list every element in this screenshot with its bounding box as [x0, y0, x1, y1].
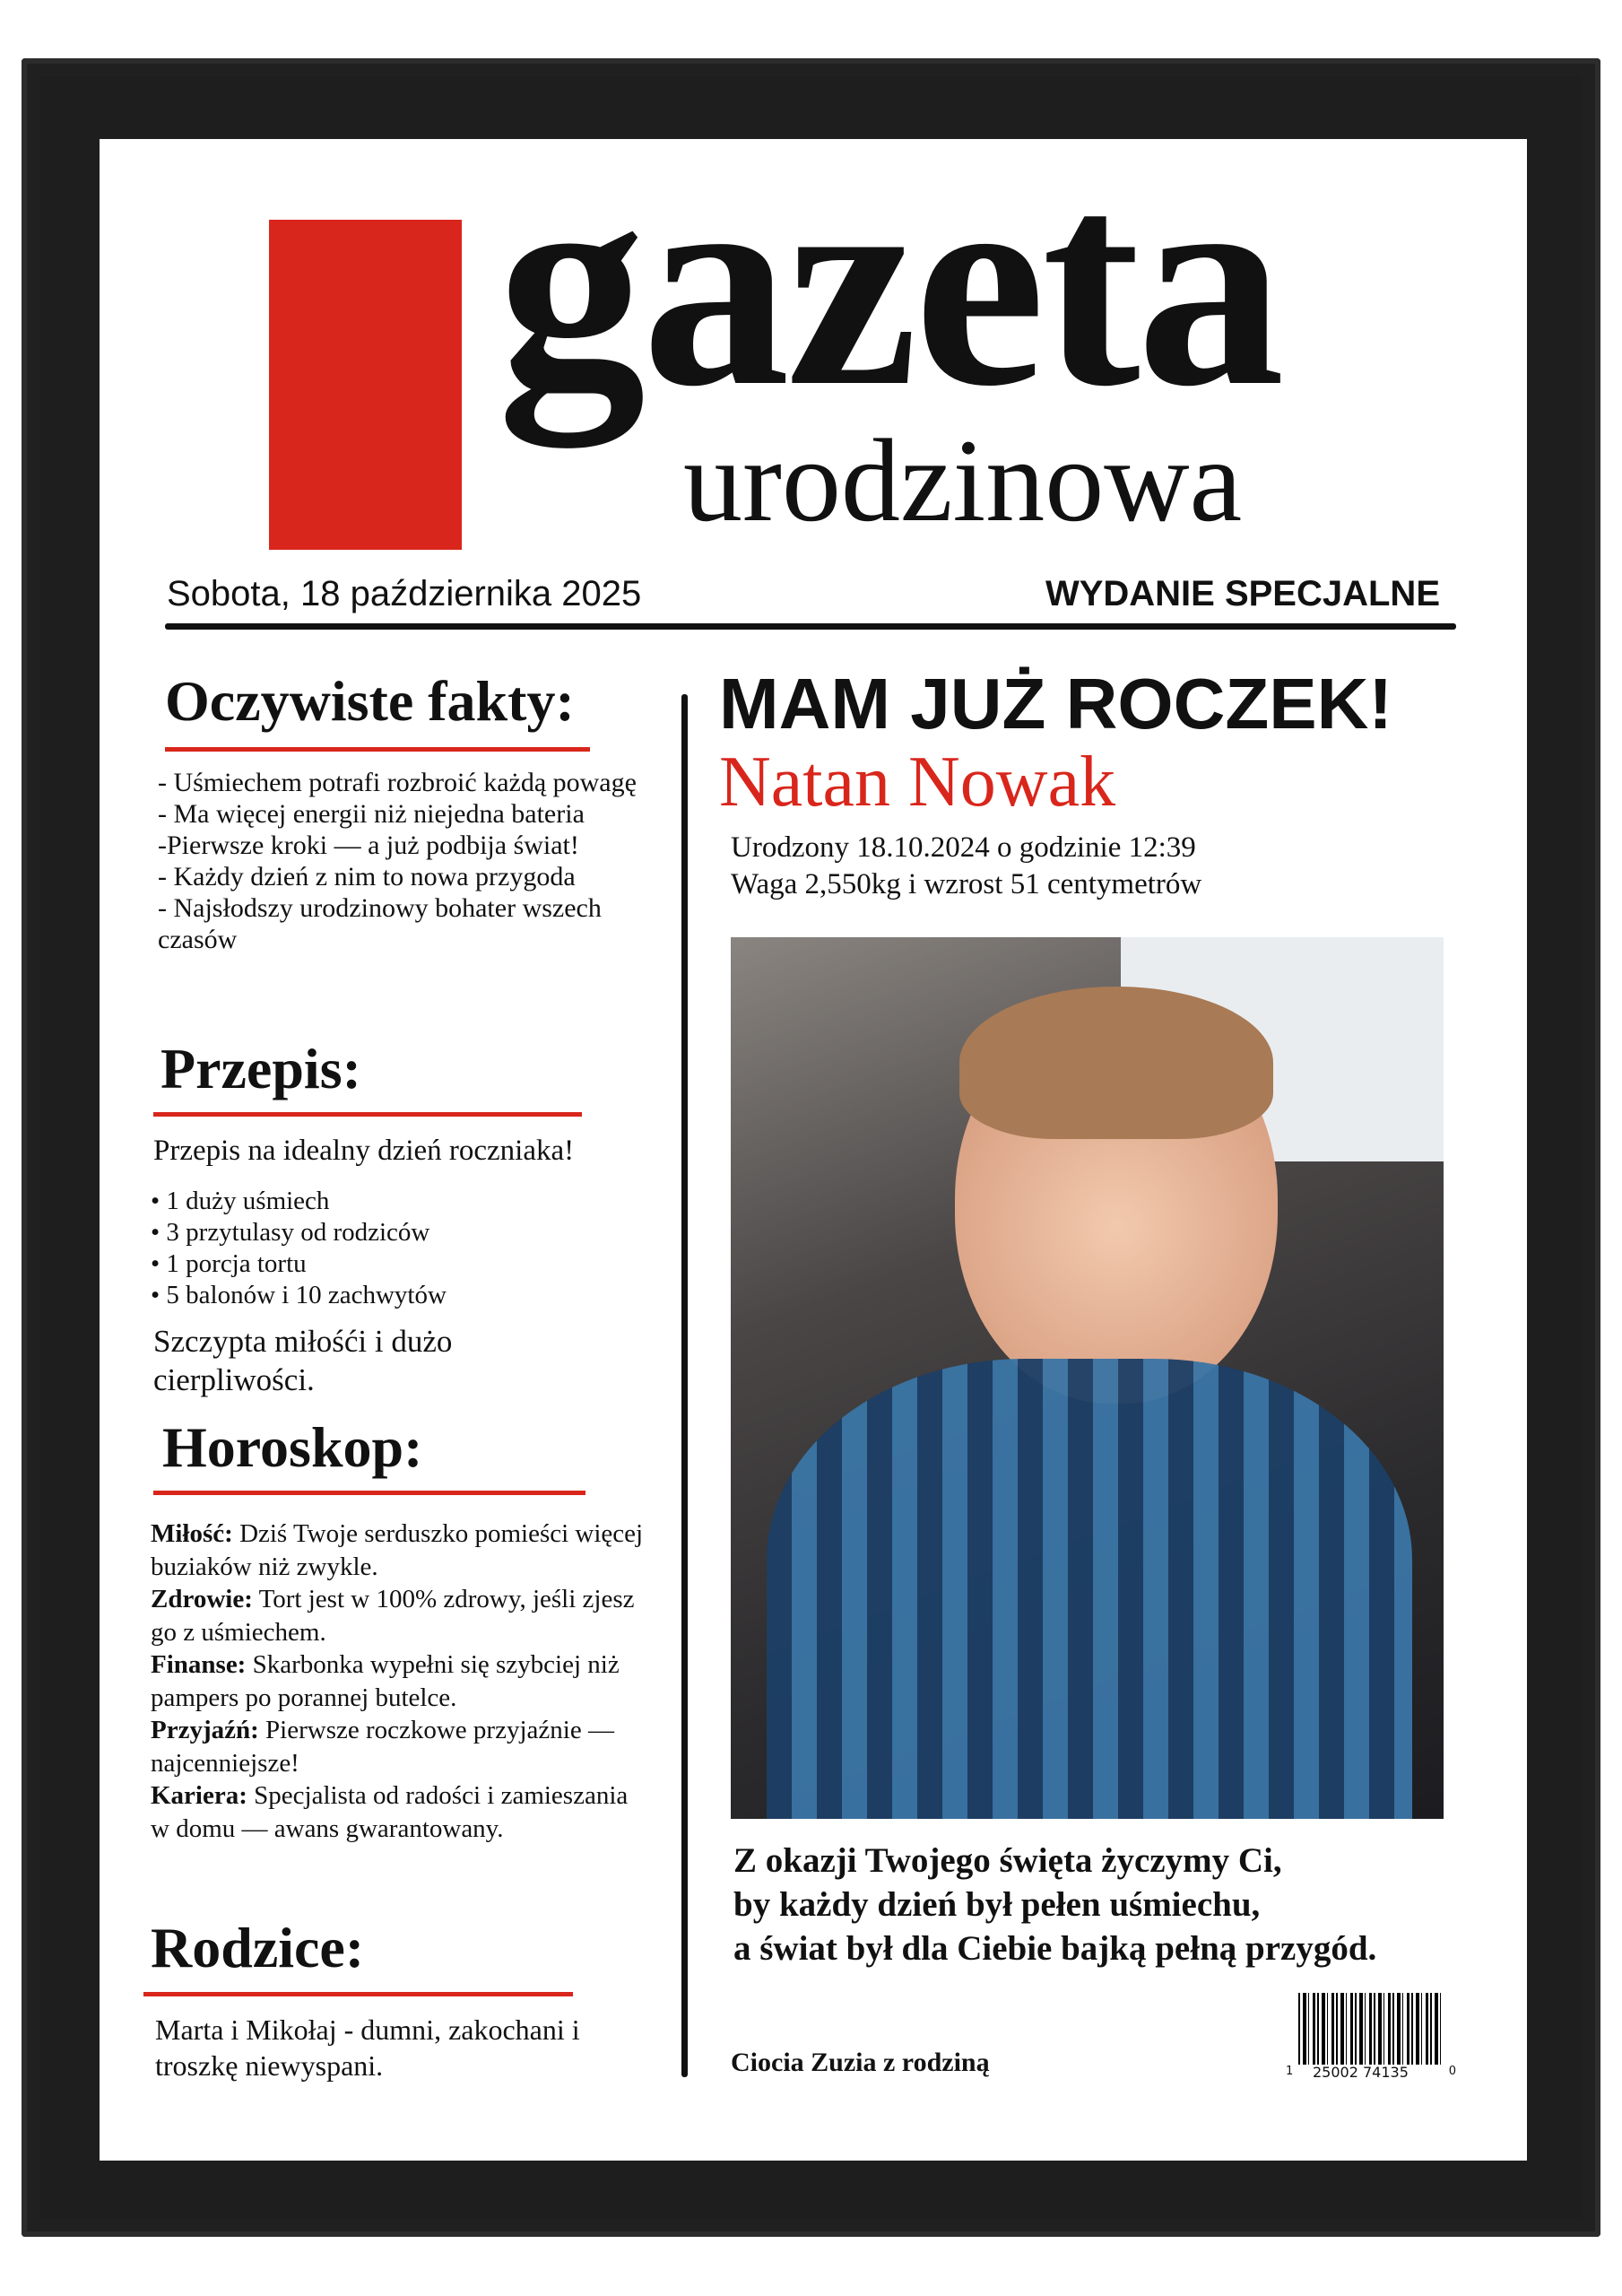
red-block-logo — [269, 220, 462, 550]
parents-text: Marta i Mikołaj - dumni, zakochani i troszkę niewyspani. — [155, 2013, 580, 2082]
facts-heading: Oczywiste fakty: — [165, 669, 575, 733]
recipe-item-text: 1 duży uśmiech — [166, 1187, 330, 1215]
horoscope-text: Skarbonka wypełni się szybciej niż pampers po porannej butelce. — [151, 1650, 620, 1712]
fact-item: - Najsłodszy urodzinowy bohater wszech czasów — [158, 893, 602, 954]
masthead-subtitle: urodzinowa — [683, 414, 1243, 546]
masthead-title: gazeta — [498, 120, 1281, 448]
wish-line: Z okazji Twojego święta życzymy Ci, — [733, 1841, 1282, 1880]
recipe-underline — [153, 1112, 582, 1117]
recipe-item: • 3 przytulasy od rodziców — [151, 1218, 430, 1247]
recipe-item-text: 5 balonów i 10 zachwytów — [166, 1281, 447, 1309]
wishes-text — [733, 1839, 1376, 1970]
horoscope-item — [151, 1779, 653, 1845]
recipe-item: • 1 duży uśmiech — [151, 1187, 330, 1215]
horoscope-text: Pierwsze roczkowe przyjaźnie — najcenniejsze! — [151, 1716, 614, 1778]
child-name: Natan Nowak — [719, 743, 1116, 822]
wish-line: a świat był dla Ciebie bajką pełną przygód. — [733, 1929, 1377, 1968]
recipe-heading: Przepis: — [160, 1037, 361, 1100]
photo-hair — [959, 987, 1273, 1139]
recipe-intro: Przepis na idealny dzień roczniaka! — [153, 1135, 575, 1167]
horoscope-item — [151, 1583, 653, 1648]
fact-item: - Ma więcej energii niż niejedna bateria — [158, 799, 585, 829]
fact-item: - Uśmiechem potrafi rozbroić każdą powagę — [158, 768, 637, 797]
signature: Ciocia Zuzia z rodziną — [731, 2048, 990, 2077]
recipe-item-text: 1 porcja tortu — [166, 1249, 307, 1278]
recipe-item: • 5 balonów i 10 zachwytów — [151, 1281, 447, 1309]
facts-list — [158, 767, 642, 955]
parents-underline — [143, 1992, 573, 1996]
barcode-digits: 25002 74135 — [1313, 2064, 1409, 2081]
horoscope-item — [151, 1648, 653, 1714]
horoscope-label: Przyjaźń: — [151, 1716, 259, 1744]
horoscope-heading: Horoskop: — [162, 1415, 423, 1479]
headline: MAM JUŻ ROCZEK! — [719, 664, 1393, 744]
wish-line: by każdy dzień był pełen uśmiechu, — [733, 1885, 1261, 1924]
edition-label: WYDANIE SPECJALNE — [1045, 574, 1440, 613]
photo-shirt — [767, 1359, 1412, 1819]
fact-item: - Każdy dzień z nim to nowa przygoda — [158, 862, 576, 891]
horoscope-text: Tort jest w 100% zdrowy, jeśli zjesz go z uśmiechem. — [151, 1585, 635, 1647]
recipe-list — [151, 1186, 447, 1311]
issue-date: Sobota, 18 października 2025 — [167, 574, 642, 613]
fact-item: -Pierwsze kroki — a już podbija świat! — [158, 831, 579, 860]
recipe-item-text: 3 przytulasy od rodziców — [166, 1218, 430, 1247]
horoscope-text: Dziś Twoje serduszko pomieści więcej buziaków niż zwykle. — [151, 1519, 644, 1581]
parents-heading: Rodzice: — [151, 1916, 365, 1979]
child-photo — [731, 937, 1444, 1819]
horoscope-underline — [153, 1491, 585, 1495]
horoscope-label: Kariera: — [151, 1781, 247, 1810]
horoscope-label: Miłość: — [151, 1519, 233, 1548]
horoscope-item — [151, 1714, 653, 1779]
recipe-item: • 1 porcja tortu — [151, 1249, 307, 1278]
header-rule — [165, 623, 1456, 630]
recipe-note: Szczypta miłośći i dużo cierpliwości. — [153, 1324, 453, 1397]
column-divider — [681, 694, 688, 2077]
horoscope-list — [151, 1518, 653, 1845]
horoscope-label: Finanse: — [151, 1650, 247, 1679]
barcode — [1286, 1993, 1456, 2081]
horoscope-label: Zdrowie: — [151, 1585, 253, 1613]
barcode-bars — [1298, 1993, 1444, 2065]
horoscope-item — [151, 1518, 653, 1583]
weight-info: Waga 2,550kg i wzrost 51 centymetrów — [731, 868, 1202, 900]
barcode-last-digit: 0 — [1448, 2065, 1456, 2078]
birth-info: Urodzony 18.10.2024 o godzinie 12:39 — [731, 831, 1196, 864]
horoscope-text: Specjalista od radości i zamieszania w domu — awans gwarantowany. — [151, 1781, 629, 1843]
facts-underline — [165, 747, 590, 752]
barcode-first-digit: 1 — [1286, 2065, 1294, 2078]
